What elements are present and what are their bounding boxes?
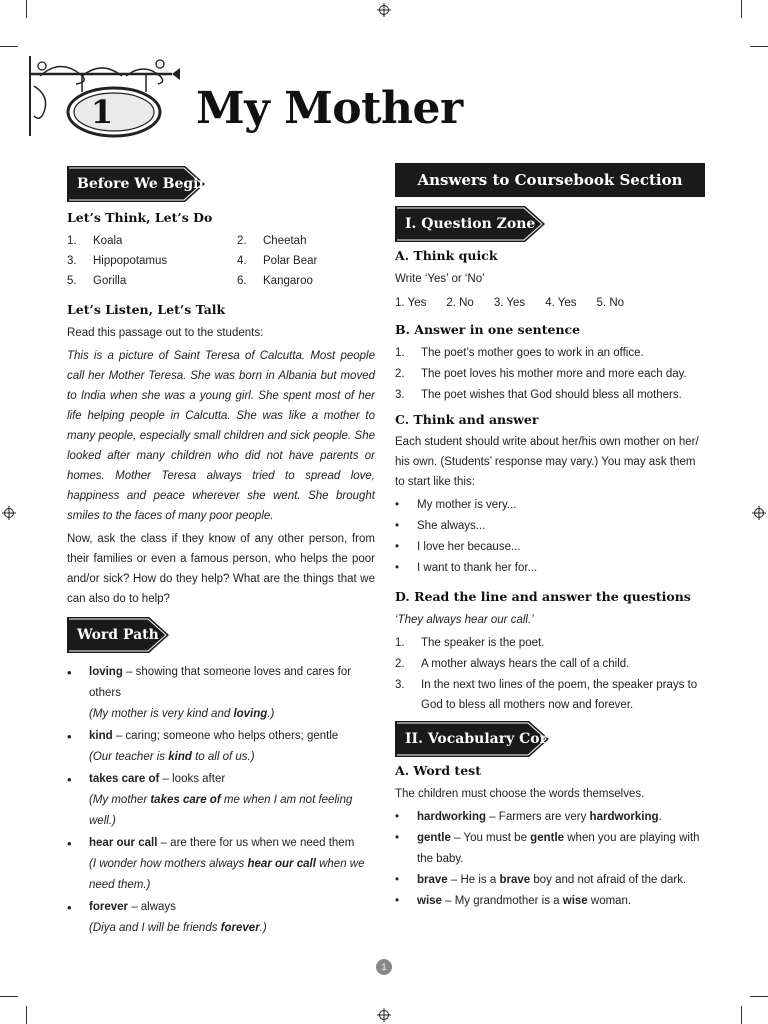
paragraph: Read this passage out to the students: xyxy=(67,326,264,339)
list-item: 2. A mother always hears the call of a child. xyxy=(395,658,630,670)
answer: 5. No xyxy=(596,296,625,309)
list-item: • brave – He is a brave boy and not afraid of the dark. xyxy=(395,873,687,886)
registration-mark-icon xyxy=(752,506,766,520)
chapter-number: 1 xyxy=(90,93,114,131)
list-item: • gentle – You must be gentle when you are playing with the baby. xyxy=(395,831,700,865)
list-number: 4. xyxy=(237,254,247,267)
section-heading: Let’s Think, Let’s Do xyxy=(67,210,213,225)
list-number: 2. xyxy=(237,234,247,247)
registration-mark-icon xyxy=(377,1008,391,1022)
crop-mark xyxy=(750,996,768,997)
list-item: • takes care of – looks after (My mother takes care of me when I am not feeling well.) xyxy=(67,771,353,827)
word-test-list xyxy=(395,807,705,912)
list-item: • My mother is very... xyxy=(395,499,517,512)
word-path-banner: Word Path xyxy=(67,614,171,656)
before-we-begin-banner: Before We Begin xyxy=(67,163,207,205)
crop-mark xyxy=(750,46,768,47)
section-heading: A. Word test xyxy=(395,763,481,778)
word-path-list xyxy=(67,662,375,939)
crop-mark xyxy=(0,996,18,997)
list-item: 2. The poet loves his mother more and more each day. xyxy=(395,367,687,380)
paragraph: Each student should write about her/his own mother on her/ his own. (Students’ response may vary.) You may ask them to start like this: xyxy=(395,436,699,489)
section-heading: Let’s Listen, Let’s Talk xyxy=(67,301,226,317)
list-item: 3. The poet wishes that God should bless all mothers. xyxy=(395,388,682,401)
registration-mark-icon xyxy=(2,506,16,520)
list-item: 1. The speaker is the poet. xyxy=(395,637,545,649)
list-item: Koala xyxy=(93,234,123,247)
list-item: Hippopotamus xyxy=(93,254,168,267)
registration-mark-icon xyxy=(377,3,391,17)
list-item: Polar Bear xyxy=(263,254,318,267)
page-title: My Mother xyxy=(196,83,463,134)
answer: 3. Yes xyxy=(493,296,526,309)
crop-mark xyxy=(741,0,742,18)
list-number: 1. xyxy=(67,234,77,247)
section-heading: B. Answer in one sentence xyxy=(395,321,581,337)
answer: 2. No xyxy=(446,296,474,309)
answers-banner: Answers to Coursebook Section xyxy=(395,163,705,197)
list-number: 5. xyxy=(67,274,77,287)
right-column xyxy=(395,163,705,912)
passage: This is a picture of Saint Teresa of Calcutta. Most people call her Mother Teresa. She was born in Albania but moved to India when she was a young girl. She spent most of her life helping people in Calcutta. She was like a mother to many people, especially small children and sick people. She looked after many children who did not have parents or homes. Mother Teresa always tried to spread love, happiness and peace wherever she went. She brought smiles to the faces of many poor people. xyxy=(67,349,375,522)
list-item: • hardworking – Farmers are very hardworking. xyxy=(395,810,662,823)
animal-list xyxy=(67,231,375,291)
question-zone-banner: I. Question Zone xyxy=(395,203,547,245)
vocabulary-corner-banner: II. Vocabulary Corner xyxy=(395,718,551,760)
list-item: • loving – showing that someone loves and cares for others (My mother is very kind and loving.) xyxy=(67,664,352,720)
page-number: 1 xyxy=(376,959,392,975)
crop-mark xyxy=(0,46,18,47)
list-item: • I love her because... xyxy=(395,541,521,554)
list-item: Gorilla xyxy=(93,274,127,287)
list-item: Kangaroo xyxy=(263,274,313,287)
list-item: • wise – My grandmother is a wise woman. xyxy=(395,894,632,907)
quote: ‘They always hear our call.’ xyxy=(395,614,534,626)
numbered-list xyxy=(395,633,705,715)
answer: 1. Yes xyxy=(395,296,427,309)
yes-no-answers xyxy=(395,293,705,313)
crop-mark xyxy=(741,1006,742,1024)
list-item: • kind – caring; someone who helps others; gentle (Our teacher is kind to all of us.) xyxy=(67,728,339,763)
crop-mark xyxy=(26,1006,27,1024)
paragraph: The children must choose the words themselves. xyxy=(395,787,645,800)
list-item: 3. In the next two lines of the poem, the speaker prays to God to bless all mothers now and forever. xyxy=(395,679,698,711)
paragraph: Now, ask the class if they know of any other person, from their families or even a famous person, who helps the poor and/or sick? How do they help? What are the things that we can also do to help? xyxy=(67,532,375,605)
crop-mark xyxy=(26,0,27,18)
list-item: • I want to thank her for... xyxy=(395,562,538,575)
answer: 4. Yes xyxy=(545,296,577,309)
section-heading: A. Think quick xyxy=(395,248,498,263)
list-number: 6. xyxy=(237,274,247,287)
left-column xyxy=(67,163,375,940)
list-item: • She always... xyxy=(395,520,486,533)
section-heading: D. Read the line and answer the questions xyxy=(395,589,691,605)
list-item: • forever – always (Diya and I will be friends forever.) xyxy=(67,899,267,934)
paragraph: Write ‘Yes’ or ‘No’ xyxy=(395,272,485,285)
numbered-list xyxy=(395,343,705,405)
list-item: • hear our call – are there for us when we need them (I wonder how mothers always hear our call when we need them.) xyxy=(67,835,365,891)
list-item: 1. The poet’s mother goes to work in an office. xyxy=(395,346,644,359)
list-number: 3. xyxy=(67,254,77,267)
section-heading: C. Think and answer xyxy=(395,411,539,427)
list-item: Cheetah xyxy=(263,234,307,247)
bullet-list xyxy=(395,495,705,579)
